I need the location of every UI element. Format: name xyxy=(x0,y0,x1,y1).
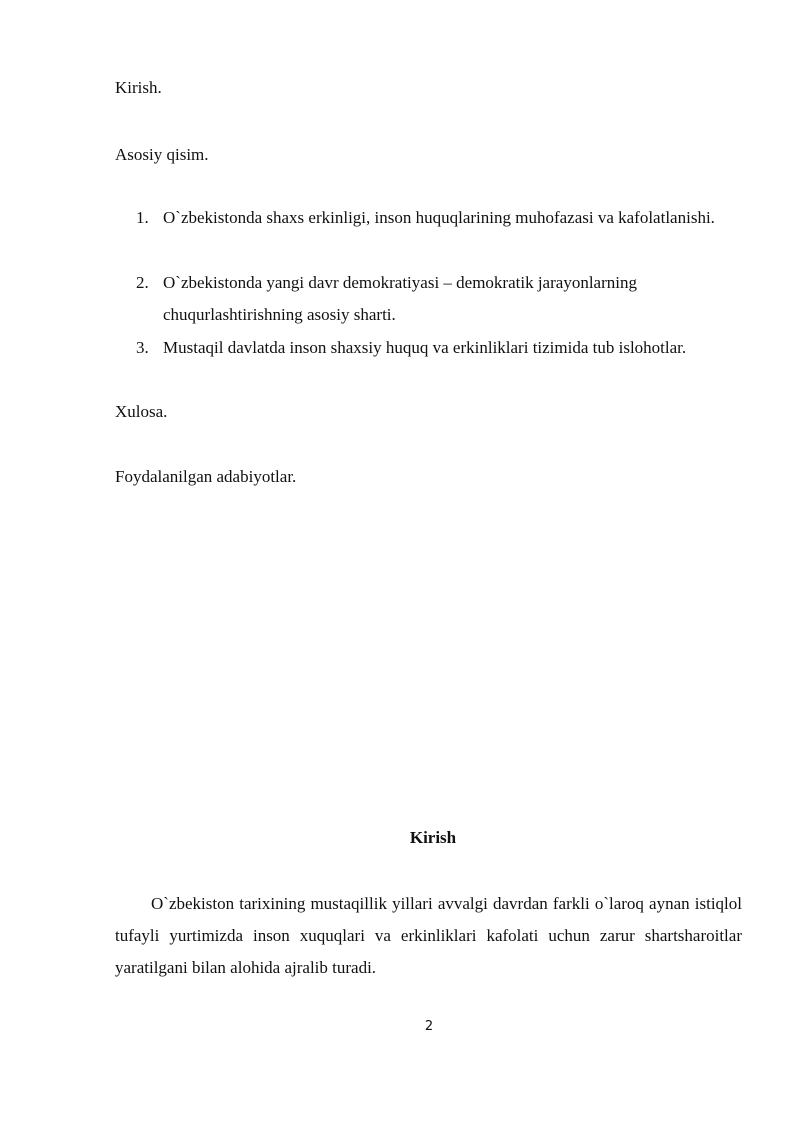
page-number: 2 xyxy=(424,1019,434,1034)
toc-item-number: 2. xyxy=(136,273,149,292)
toc-item-text: O`zbekistonda shaxs erkinligi, inson huquqlarining muhofazasi va kafolatlanishi. xyxy=(163,208,715,227)
section-paragraph: O`zbekiston tarixining mustaqillik yillari avvalgi davrdan farkli o`laroq aynan istiqlol tufayli yurtimizda inson xuquqlari va erkinliklari kafolati uchun zarur shartsharoitlar yaratilgani bilan alohida ajralib turadi. xyxy=(115,894,742,977)
section-heading: Kirish xyxy=(409,828,457,847)
toc-item-number: 3. xyxy=(136,338,149,357)
toc-item-text: Mustaqil davlatda inson shaxsiy huquq va erkinliklari tizimida tub islohotlar. xyxy=(163,338,687,357)
toc-item-text: O`zbekistonda yangi davr demokratiyasi – demokratik jarayonlarning chuqurlashtirishning asosiy sharti. xyxy=(163,273,637,324)
toc-conclusion: Xulosa. xyxy=(115,402,168,421)
toc-intro: Kirish. xyxy=(115,78,162,97)
toc-main-part: Asosiy qisim. xyxy=(115,145,209,164)
toc-item-number: 1. xyxy=(136,208,149,227)
toc-references: Foydalanilgan adabiyotlar. xyxy=(115,467,297,486)
